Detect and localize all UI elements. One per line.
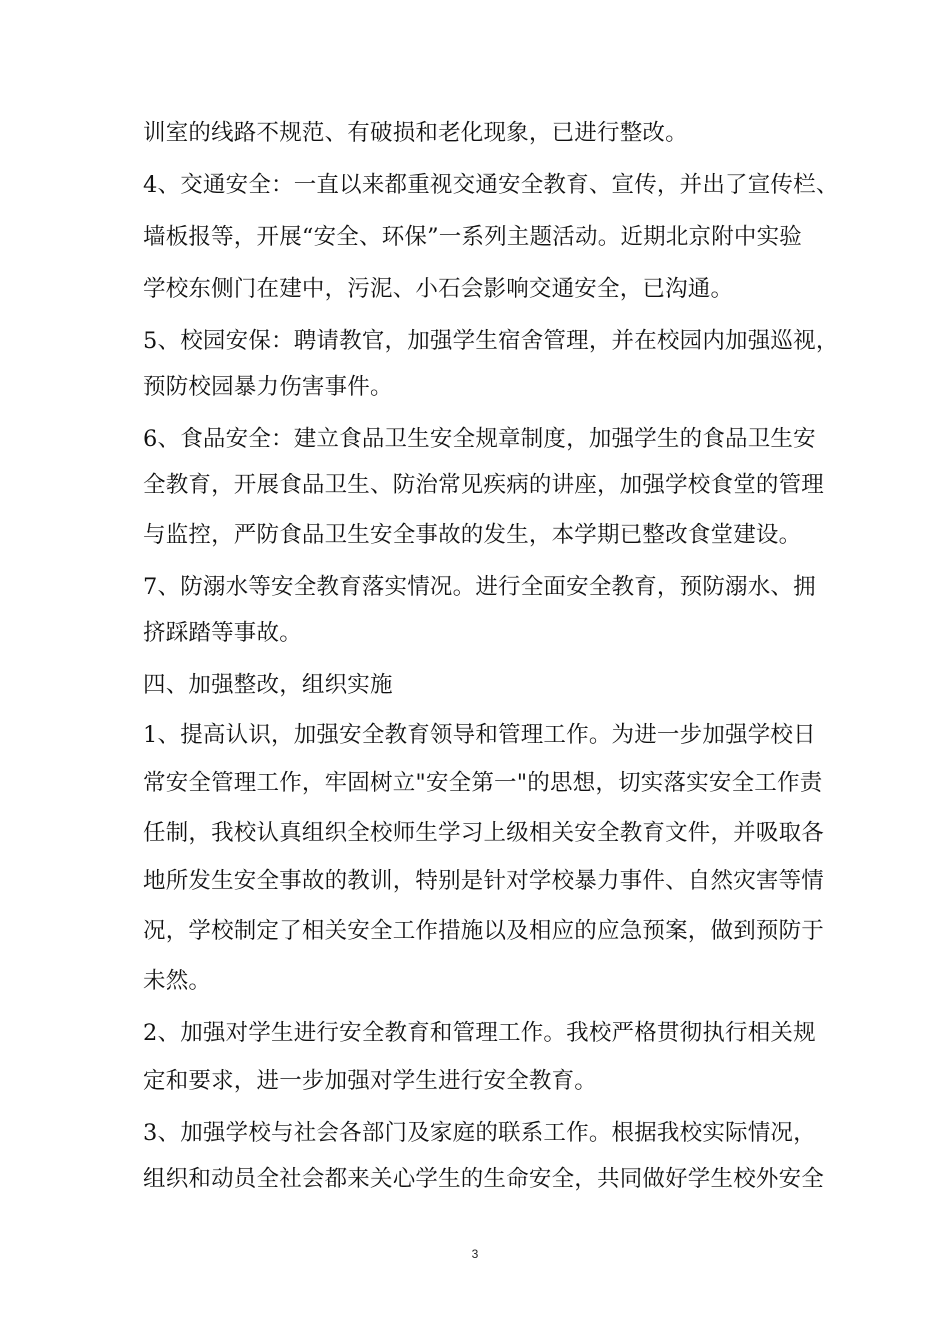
text-line: 4、交通安全：一直以来都重视交通安全教育、宣传，并出了宣传栏、 xyxy=(143,172,839,198)
text-line: 地所发生安全事故的教训，特别是针对学校暴力事件、自然灾害等情 xyxy=(143,868,825,894)
text-line: 预防校园暴力伤害事件。 xyxy=(143,374,393,400)
text-line: 全教育，开展食品卫生、防治常见疾病的讲座，加强学校食堂的管理 xyxy=(143,472,825,498)
text-line: 7、防溺水等安全教育落实情况。进行全面安全教育，预防溺水、拥 xyxy=(143,574,816,600)
text-line: 任制，我校认真组织全校师生学习上级相关安全教育文件，并吸取各 xyxy=(143,820,825,846)
text-line: 挤踩踏等事故。 xyxy=(143,620,302,646)
page-number: 3 xyxy=(471,1247,479,1261)
text-line: 常安全管理工作，牢固树立"安全第一"的思想，切实落实安全工作责 xyxy=(143,770,823,796)
text-line: 墙板报等，开展“安全、环保”一系列主题活动。近期北京附中实验 xyxy=(143,224,803,250)
text-line: 6、食品安全：建立食品卫生安全规章制度，加强学生的食品卫生安 xyxy=(143,426,816,452)
text-line: 况，学校制定了相关安全工作措施以及相应的应急预案，做到预防于 xyxy=(143,918,825,944)
text-line: 3、加强学校与社会各部门及家庭的联系工作。根据我校实际情况， xyxy=(143,1120,816,1146)
text-line: 组织和动员全社会都来关心学生的生命安全，共同做好学生校外安全 xyxy=(143,1166,825,1192)
text-line: 5、校园安保：聘请教官，加强学生宿舍管理，并在校园内加强巡视， xyxy=(143,328,839,354)
text-line: 未然。 xyxy=(143,968,212,994)
text-line: 与监控，严防食品卫生安全事故的发生，本学期已整改食堂建设。 xyxy=(143,522,802,548)
text-line: 2、加强对学生进行安全教育和管理工作。我校严格贯彻执行相关规 xyxy=(143,1020,816,1046)
section-heading: 四、加强整改，组织实施 xyxy=(143,672,393,698)
text-line: 定和要求，进一步加强对学生进行安全教育。 xyxy=(143,1068,598,1094)
text-line: 学校东侧门在建中，污泥、小石会影响交通安全，已沟通。 xyxy=(143,276,734,302)
text-line: 训室的线路不规范、有破损和老化现象，已进行整改。 xyxy=(143,120,688,146)
text-line: 1、提高认识，加强安全教育领导和管理工作。为进一步加强学校日 xyxy=(143,722,816,748)
